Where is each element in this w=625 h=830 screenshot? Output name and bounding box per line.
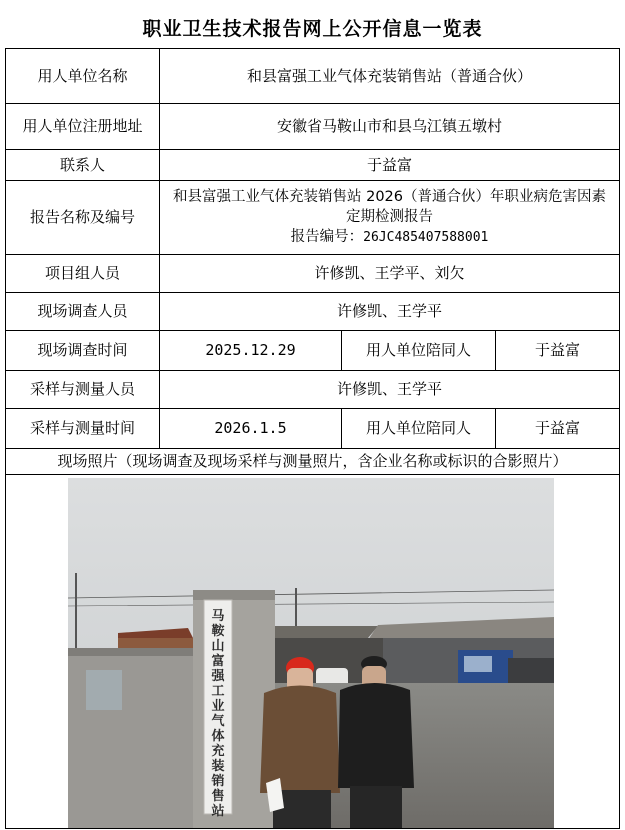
report-label: 报告名称及编号 (6, 181, 160, 255)
report-number-value: 26JC485407588001 (363, 230, 489, 245)
sign-character: 业 (211, 699, 225, 714)
page-title: 职业卫生技术报告网上公开信息一览表 (142, 18, 483, 40)
sign-character: 工 (211, 684, 225, 699)
survey-time-label: 现场调查时间 (6, 331, 160, 371)
row-survey-staff (6, 293, 620, 331)
report-number (160, 227, 619, 248)
survey-accomp-label: 用人单位陪同人 (342, 331, 496, 371)
contact-value: 于益富 (160, 150, 620, 181)
row-employer-name (6, 49, 620, 104)
row-report (6, 181, 620, 255)
info-table (5, 48, 620, 829)
report-name-line2: 定期检测报告 (346, 209, 434, 225)
address-label: 用人单位注册地址 (6, 104, 160, 150)
photo-header: 现场照片（现场调查及现场采样与测量照片，含企业名称或标识的合影照片） (6, 449, 620, 475)
row-photo (6, 475, 620, 829)
row-sampling-staff (6, 371, 620, 409)
project-members-value: 许修凯、王学平、刘欠 (160, 255, 620, 293)
sign-character: 山 (211, 639, 225, 654)
sign-character: 装 (211, 759, 225, 774)
survey-staff-value: 许修凯、王学平 (160, 293, 620, 331)
survey-staff-label: 现场调查人员 (6, 293, 160, 331)
sign-character: 马 (211, 609, 225, 624)
site-photo-illustration (68, 478, 554, 828)
survey-accomp-value: 于益富 (496, 331, 620, 371)
sign-character: 富 (211, 654, 225, 669)
report-name-line1: 和县富强工业气体充装销售站 2026（普通合伙）年职业病危害因素 (173, 189, 607, 205)
sign-character: 鞍 (211, 624, 225, 639)
row-survey-time (6, 331, 620, 371)
sign-character: 售 (211, 789, 225, 804)
survey-time-date: 2025.12.29 (160, 331, 342, 371)
row-photo-header (6, 449, 620, 475)
sampling-time-date: 2026.1.5 (160, 409, 342, 449)
sign-character: 强 (211, 669, 225, 684)
contact-label: 联系人 (6, 150, 160, 181)
sampling-staff-value: 许修凯、王学平 (160, 371, 620, 409)
sign-character: 气 (211, 714, 225, 729)
photo-cell (6, 475, 620, 829)
employer-name-label: 用人单位名称 (6, 49, 160, 104)
site-photo (68, 478, 554, 828)
row-project-members (6, 255, 620, 293)
project-members-label: 项目组人员 (6, 255, 160, 293)
sampling-time-label: 采样与测量时间 (6, 409, 160, 449)
report-number-label: 报告编号： (290, 229, 364, 245)
sign-character: 充 (211, 744, 225, 759)
sign-character: 体 (211, 729, 225, 744)
address-value: 安徽省马鞍山市和县乌江镇五墩村 (160, 104, 620, 150)
sign-text (210, 608, 225, 819)
report-value (160, 181, 620, 255)
row-sampling-time (6, 409, 620, 449)
sampling-accomp-label: 用人单位陪同人 (342, 409, 496, 449)
sign-character: 站 (211, 804, 225, 819)
sign-character: 销 (211, 774, 225, 789)
sampling-accomp-value: 于益富 (496, 409, 620, 449)
row-contact (6, 150, 620, 181)
row-address (6, 104, 620, 150)
sampling-staff-label: 采样与测量人员 (6, 371, 160, 409)
employer-name-value: 和县富强工业气体充装销售站（普通合伙） (160, 49, 620, 104)
